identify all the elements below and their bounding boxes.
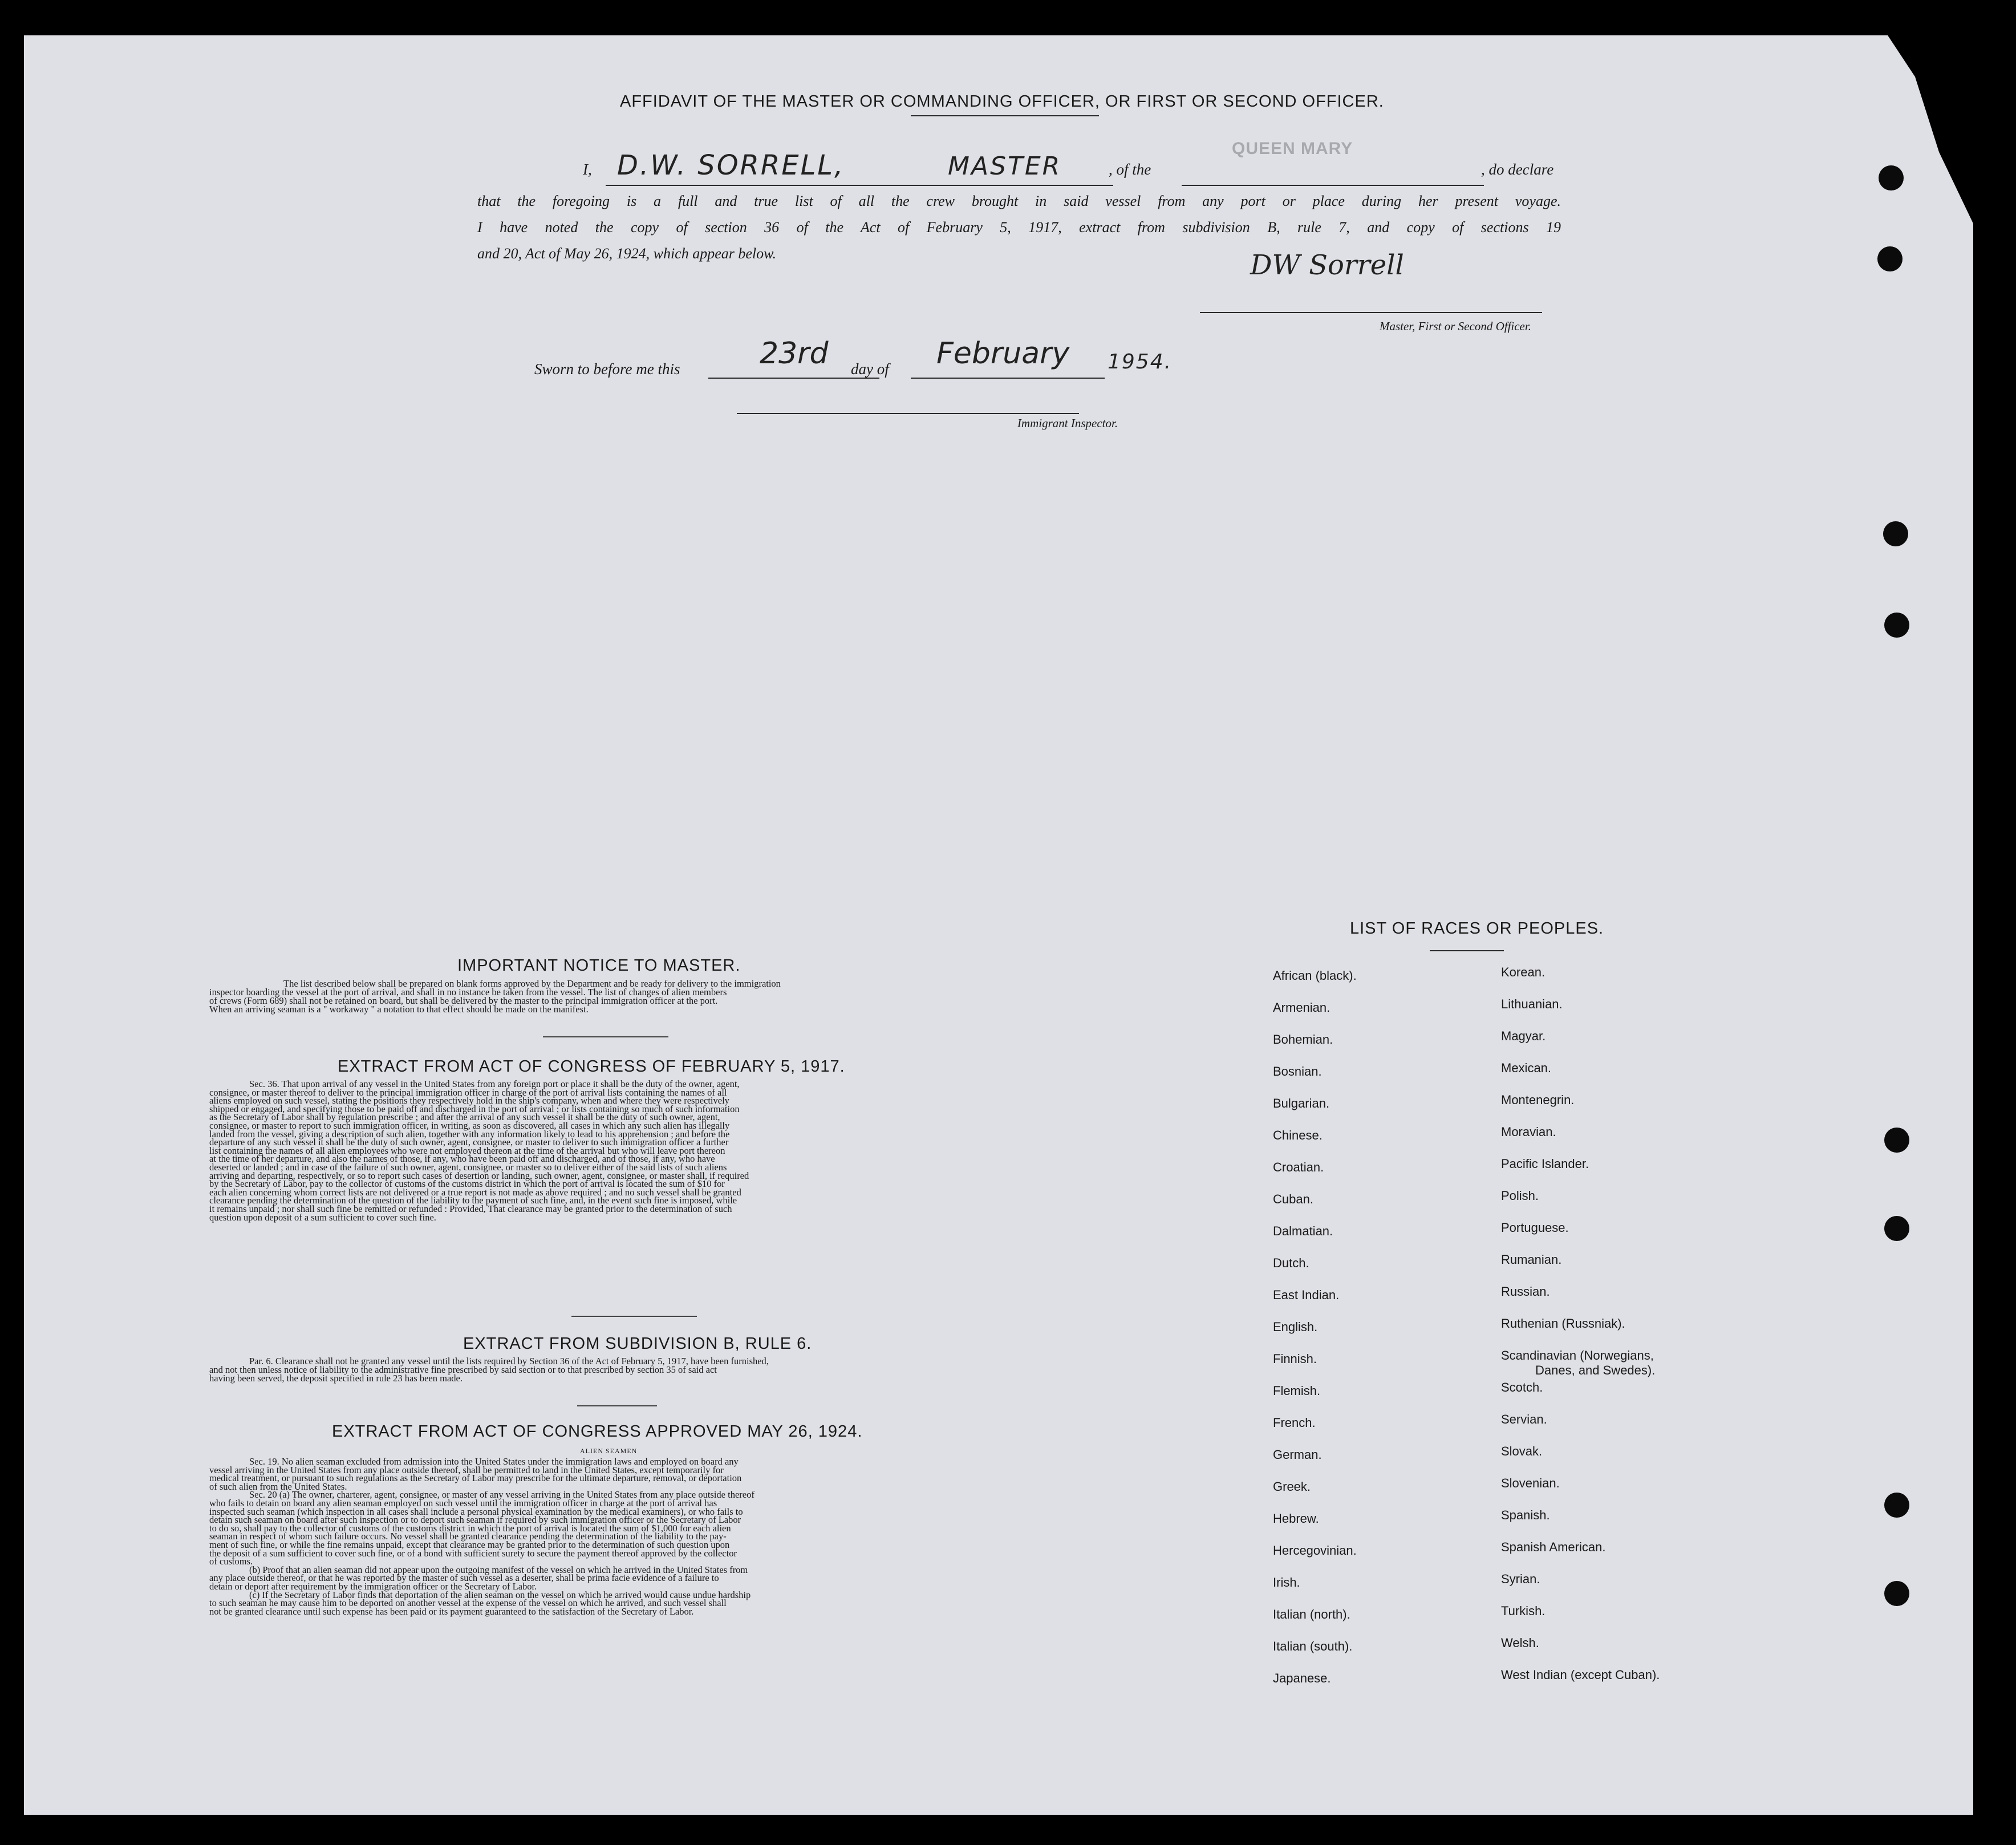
race-item: Italian (north). <box>1273 1607 1350 1621</box>
race-item: Syrian. <box>1501 1572 1540 1586</box>
race-item: Bosnian. <box>1273 1064 1322 1078</box>
handwritten-rank: MASTER <box>948 152 1062 181</box>
race-item: Dutch. <box>1273 1256 1309 1270</box>
notice-line: inspector boarding the vessel at the port of arrival, and shall in no instance be taken from the vessel. The list of changes of alien members <box>209 987 727 997</box>
extract-line: Par. 6. Clearance shall not be granted any vessel until the lists required by Section 36 of the Act of February 5, 1917, have been furnished, <box>249 1356 769 1366</box>
extract-line: ment of such fine, or while the fine remains unpaid, except that clearance may be granted prior to the determination of such question upon <box>209 1539 730 1550</box>
extract-subdivision-title: EXTRACT FROM SUBDIVISION B, RULE 6. <box>463 1335 812 1353</box>
extract-1924-body <box>209 1458 1002 1616</box>
race-item-continuation: Danes, and Swedes). <box>1535 1363 1656 1377</box>
extract-line: having been served, the deposit specified in rule 23 has been made. <box>209 1373 463 1384</box>
punch-hole <box>1884 613 1909 638</box>
race-item: Portuguese. <box>1501 1220 1569 1235</box>
race-item: Montenegrin. <box>1501 1093 1575 1107</box>
race-item: Lithuanian. <box>1501 997 1563 1011</box>
extract-line: each alien concerning whom correct lists are not delivered or a true report is not made as above required ; and no such vessel shall be granted <box>209 1186 741 1198</box>
extract-line: Sec. 20 (a) The owner, charterer, agent, consignee, or master of any vessel arriving in the United States from any place outside thereof <box>249 1489 755 1501</box>
year: 1954. <box>1108 350 1173 374</box>
race-item: Servian. <box>1501 1412 1547 1426</box>
race-item: Welsh. <box>1501 1636 1539 1650</box>
inspector-line <box>737 413 1079 414</box>
extract-line: deserted or landed ; and in case of the failure of such owner, agent, consignee, or master so to deliver either of the said lists of such aliens <box>209 1161 727 1173</box>
extract-1917-title: EXTRACT FROM ACT OF CONGRESS OF FEBRUARY 5, 1917. <box>338 1057 845 1076</box>
declaration-line: I have noted the copy of section 36 of the Act of February 5, 1917, extract from subdivision B, rule 7, and copy of sections 19 <box>477 219 1561 236</box>
declaration-line: that the foregoing is a full and true list of all the crew brought in said vessel from any port or place during her present voyage. <box>477 193 1561 209</box>
extract-line: shipped or engaged, and specifying those to be paid off and discharged in the port of arrival ; or lists containing so much of such information <box>209 1103 740 1114</box>
section-divider <box>577 1405 657 1406</box>
document-page <box>24 35 1973 1815</box>
race-item: Armenian. <box>1273 1000 1331 1015</box>
race-item: Irish. <box>1273 1575 1300 1589</box>
race-item: East Indian. <box>1273 1288 1340 1302</box>
race-item: Korean. <box>1501 965 1546 979</box>
notice-line: When an arriving seaman is a " workaway " a notation to that effect should be made on the manifest. <box>209 1004 589 1015</box>
race-item: Bohemian. <box>1273 1032 1333 1047</box>
important-notice-title: IMPORTANT NOTICE TO MASTER. <box>457 956 741 975</box>
extract-line: question upon deposit of a sum sufficient to cover such fine. <box>209 1211 436 1223</box>
extract-line: and not then unless notice of liability to the administrative fine prescribed by said section or to that prescribed by section 35 of said act <box>209 1364 717 1375</box>
punch-hole <box>1884 1581 1909 1606</box>
extract-1924-title: EXTRACT FROM ACT OF CONGRESS APPROVED MAY 26, 1924. <box>332 1422 863 1441</box>
punch-hole <box>1884 1216 1909 1241</box>
race-item: Spanish American. <box>1501 1540 1606 1554</box>
extract-line: of such alien from the United States. <box>209 1481 347 1492</box>
extract-line: at the time of her departure, and also the names of those, if any, who have been paid off and discharged, and of those, if any, who have <box>209 1153 715 1165</box>
extract-line: not be granted clearance until such expense has been paid or its payment guaranteed to the satisfaction of the Secretary of Labor. <box>209 1605 694 1617</box>
extract-line: any place outside thereof, or that he was reported by the master of such vessel as a deserter, shall be prima facie evidence of a failure to <box>209 1572 719 1584</box>
notice-line: of crews (Form 689) shall not be retained on board, but shall be delivered by the master to the principal immigration officer at the port. <box>209 995 718 1006</box>
race-item: Finnish. <box>1273 1352 1317 1366</box>
races-title: LIST OF RACES OR PEOPLES. <box>1350 919 1604 938</box>
of-the-label: , of the <box>1109 161 1151 178</box>
affidavit-title: AFFIDAVIT OF THE MASTER OR COMMANDING OFFICER, OR FIRST OR SECOND OFFICER. <box>620 92 1384 111</box>
declaration-line: and 20, Act of May 26, 1924, which appear below. <box>477 245 777 262</box>
race-item: Flemish. <box>1273 1384 1321 1398</box>
extract-line: to do so, shall pay to the collector of customs of the customs district in which the port of arrival is located the sum of $1,000 for each alien <box>209 1522 731 1534</box>
punch-hole <box>1884 1493 1909 1518</box>
race-item: Scotch. <box>1501 1380 1543 1394</box>
signature-caption: Master, First or Second Officer. <box>1380 319 1531 333</box>
section-divider <box>571 1316 697 1317</box>
i-label: I, <box>583 161 592 178</box>
handwritten-day: 23rd <box>760 336 829 371</box>
extract-subdivision-body <box>209 1357 1002 1382</box>
race-item: Moravian. <box>1501 1125 1556 1139</box>
extract-line: detain such seaman on board after such inspection or to deport such seaman if required by such immigration officer or the Secretary of Labor <box>209 1514 741 1526</box>
race-item: West Indian (except Cuban). <box>1501 1668 1660 1682</box>
extract-line: landed from the vessel, giving a description of such alien, together with any information likely to lead to his apprehension ; and before the <box>209 1128 730 1140</box>
race-item: German. <box>1273 1447 1322 1462</box>
race-item: Magyar. <box>1501 1029 1546 1043</box>
extract-line: to such seaman he may cause him to be deported on another vessel at the expense of the vessel on which he arrived, and such vessel shall <box>209 1597 727 1609</box>
extract-line: of customs. <box>209 1556 253 1567</box>
day-of-label: day of <box>851 360 889 378</box>
race-item: Slovenian. <box>1501 1476 1560 1490</box>
race-item: Pacific Islander. <box>1501 1157 1589 1171</box>
race-item: Ruthenian (Russniak). <box>1501 1316 1625 1331</box>
extract-line: (c) If the Secretary of Labor finds that deportation of the alien seaman on the vessel on which he arrived would cause undue hardship <box>249 1589 751 1600</box>
extract-line: departure of any such vessel it shall be the duty of such owner, agent, consignee, or master to deliver to such immigration officer a further <box>209 1137 729 1148</box>
inspector-caption: Immigrant Inspector. <box>1017 416 1118 430</box>
vessel-name-line <box>1182 185 1484 186</box>
races-title-underline <box>1430 950 1504 951</box>
race-item: Bulgarian. <box>1273 1096 1330 1110</box>
extract-1917-body <box>209 1080 1002 1222</box>
ship-name-stamp: QUEEN MARY <box>1232 139 1353 158</box>
race-item: Rumanian. <box>1501 1252 1562 1267</box>
name-line <box>606 185 1113 186</box>
race-item: Hercegovinian. <box>1273 1543 1357 1558</box>
extract-line: detain or deport after requirement by the immigration officer or the Secretary of Labor. <box>209 1580 537 1592</box>
extract-line: (b) Proof that an alien seaman did not appear upon the outgoing manifest of the vessel on which he arrived in the United States from <box>249 1564 748 1575</box>
extract-line: consignee, or master thereof to deliver to the principal immigration officer in charge of the port of arrival lists containing the names of all <box>209 1086 727 1098</box>
race-item: Greek. <box>1273 1479 1311 1494</box>
race-item: Mexican. <box>1501 1061 1552 1075</box>
handwritten-name: D.W. SORRELL, <box>617 149 845 181</box>
title-underline <box>911 115 1099 116</box>
extract-line: aliens employed on such vessel, stating the positions they respectively hold in the ship's company, when and where they were respectively <box>209 1095 729 1106</box>
extract-line: the deposit of a sum sufficient to cover such fine, or of a bond with sufficient surety to secure the payment thereof approved by the collector <box>209 1547 737 1559</box>
extract-line: arriving and departing, respectively, or so to report such cases of desertion or landing, such owner, agent, consignee, or master shall, if required <box>209 1170 749 1181</box>
handwritten-month: February <box>936 336 1070 371</box>
extract-line: as the Secretary of Labor shall by regulation prescribe ; and after the arrival of any such vessel it shall be the duty of such owner, agent, <box>209 1112 720 1123</box>
month-line <box>911 378 1105 379</box>
master-signature: DW Sorrell <box>1250 249 1404 281</box>
race-item: English. <box>1273 1320 1318 1334</box>
race-item: Russian. <box>1501 1284 1550 1299</box>
extract-line: vessel arriving in the United States from any place outside thereof, shall be permitted to land in the United States, except temporarily for <box>209 1464 724 1475</box>
race-item: Croatian. <box>1273 1160 1324 1174</box>
punch-hole <box>1877 246 1903 271</box>
extract-line: consignee, or master to report to such immigration officer, in writing, as soon as discovered, all cases in which any such alien has illegally <box>209 1120 730 1131</box>
section-divider <box>543 1036 668 1037</box>
extract-line: inspected such seaman (which inspection in all cases shall include a personal physical examination by the medical examiners), or who fails to <box>209 1506 743 1517</box>
extract-line: seaman in respect of whom such failure occurs. No vessel shall be granted clearance pending the determination of the liability to the pay- <box>209 1531 727 1542</box>
race-item: Hebrew. <box>1273 1511 1319 1526</box>
race-item: Scandinavian (Norwegians, <box>1501 1348 1654 1363</box>
race-item: African (black). <box>1273 968 1357 983</box>
extract-line: it remains unpaid ; nor shall such fine be remitted or refunded : Provided, That clearance may be granted prior to the determination of such <box>209 1203 732 1214</box>
race-item: Slovak. <box>1501 1444 1543 1458</box>
punch-hole <box>1879 165 1904 190</box>
extract-line: who fails to detain on board any alien seaman employed on such vessel until the immigration officer in charge at the port of arrival has <box>209 1497 717 1509</box>
alien-seamen-subtitle: ALIEN SEAMEN <box>580 1447 638 1455</box>
extract-line: list containing the names of all alien employees who were not employed thereon at the time of the arrival but who will leave port thereon <box>209 1145 725 1156</box>
notice-line: The list described below shall be prepared on blank forms approved by the Department and be ready for delivery to the immigration <box>283 978 781 989</box>
race-item: Dalmatian. <box>1273 1224 1333 1238</box>
punch-hole <box>1883 521 1908 546</box>
race-item: Cuban. <box>1273 1192 1313 1206</box>
do-declare-label: , do declare <box>1481 161 1554 178</box>
extract-line: by the Secretary of Labor, pay to the collector of customs of the customs district in which the port of arrival is located the sum of $10 for <box>209 1178 725 1190</box>
torn-corner <box>1888 35 1973 224</box>
race-item: Spanish. <box>1501 1508 1550 1522</box>
punch-hole <box>1884 1128 1909 1153</box>
extract-line: clearance pending the determination of the question of the liability to the payment of such fine, and, in the event such fine is imposed, while <box>209 1195 737 1206</box>
signature-line <box>1200 312 1542 313</box>
race-item: French. <box>1273 1416 1316 1430</box>
extract-line: medical treatment, or pursuant to such regulations as the Secretary of Labor may prescribe for the ultimate departure, removal, or deportation <box>209 1473 742 1484</box>
sworn-prefix: Sworn to before me this <box>534 360 680 378</box>
race-item: Turkish. <box>1501 1604 1546 1618</box>
important-notice-body <box>209 979 1002 1013</box>
extract-line: Sec. 19. No alien seaman excluded from admission into the United States under the immigration laws and employed on board any <box>249 1456 739 1467</box>
race-item: Japanese. <box>1273 1671 1331 1685</box>
race-item: Polish. <box>1501 1189 1539 1203</box>
extract-line: Sec. 36. That upon arrival of any vessel in the United States from any foreign port or place it shall be the duty of the owner, agent, <box>249 1078 740 1089</box>
race-item: Chinese. <box>1273 1128 1323 1142</box>
race-item: Italian (south). <box>1273 1639 1353 1653</box>
